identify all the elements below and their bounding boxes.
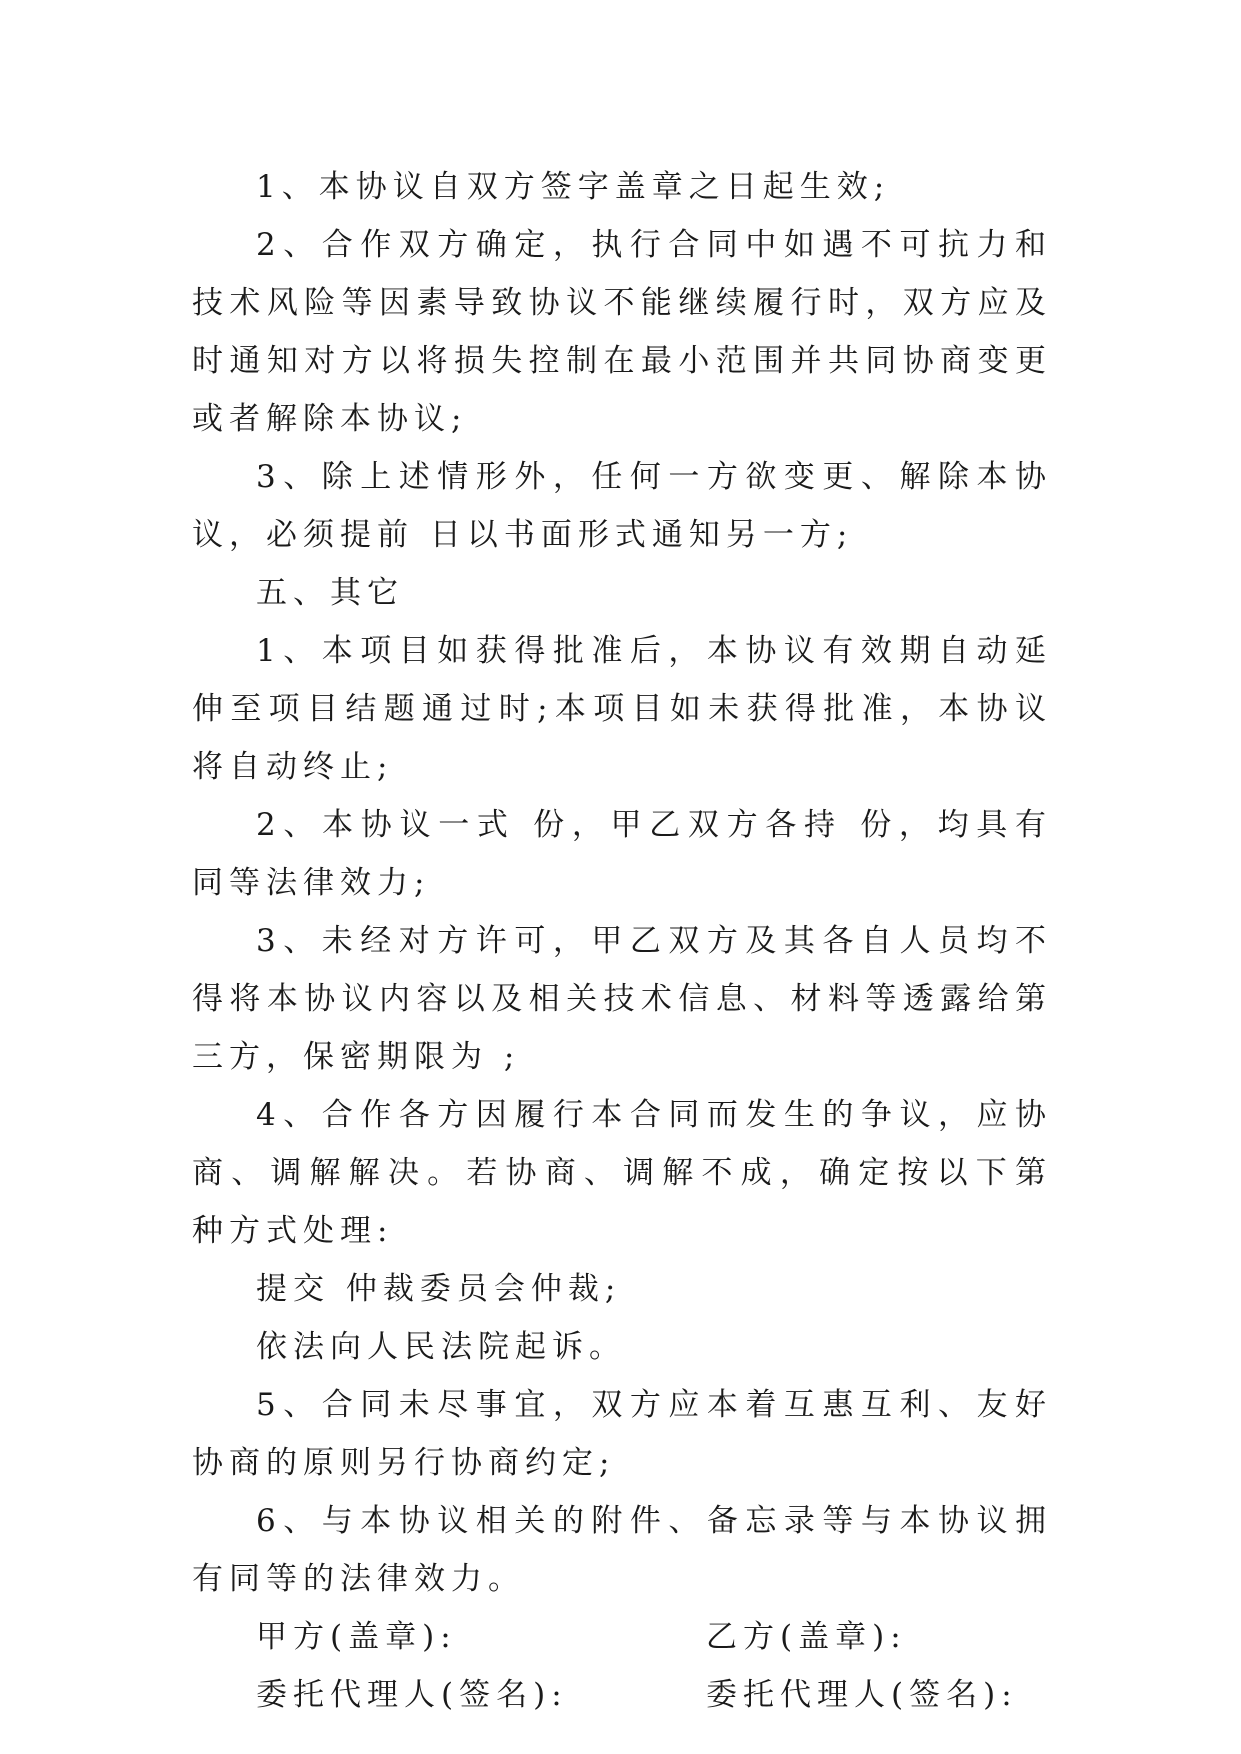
- clause-paragraph: 2、合作双方确定，执行合同中如遇不可抗力和技术风险等因素导致协议不能继续履行时，双方应及时通知对方以将损失控制在最小范围并共同协商变更或者解除本协议;: [192, 227, 1052, 437]
- dispute-option: 依法向人民法院起诉。: [256, 1329, 626, 1365]
- dispute-option: 提交 仲裁委员会仲裁;: [256, 1271, 622, 1307]
- signature-row-seal: [192, 1608, 1052, 1666]
- clause-paragraph: 2、本协议一式 份，甲乙双方各持 份，均具有同等法律效力;: [192, 807, 1052, 901]
- document-body: [192, 158, 1052, 1724]
- party-b-agent-label: 委托代理人(签名):: [706, 1677, 1018, 1713]
- party-b-seal-label: 乙方(盖章):: [706, 1619, 907, 1655]
- clause-paragraph: 3、未经对方许可，甲乙双方及其各自人员均不得将本协议内容以及相关技术信息、材料等透露给第三方，保密期限为 ;: [192, 923, 1052, 1075]
- clause-paragraph: 1、本项目如获得批准后，本协议有效期自动延伸至项目结题通过时;本项目如未获得批准，本协议将自动终止;: [192, 633, 1052, 785]
- clause-paragraph: 1、本协议自双方签字盖章之日起生效;: [256, 169, 891, 205]
- signature-row-agent: [192, 1666, 1052, 1724]
- party-a-seal-label: 甲方(盖章):: [256, 1619, 457, 1655]
- clause-paragraph: 3、除上述情形外，任何一方欲变更、解除本协议，必须提前 日以书面形式通知另一方;: [192, 459, 1052, 553]
- party-a-agent-label: 委托代理人(签名):: [256, 1677, 568, 1713]
- clause-paragraph: 5、合同未尽事宜，双方应本着互惠互利、友好协商的原则另行协商约定;: [192, 1387, 1052, 1481]
- section-heading: 五、其它: [256, 575, 404, 611]
- clause-paragraph: 6、与本协议相关的附件、备忘录等与本协议拥有同等的法律效力。: [192, 1503, 1052, 1597]
- clause-paragraph: 4、合作各方因履行本合同而发生的争议，应协商、调解解决。若协商、调解不成，确定按以下第 种方式处理:: [192, 1097, 1052, 1249]
